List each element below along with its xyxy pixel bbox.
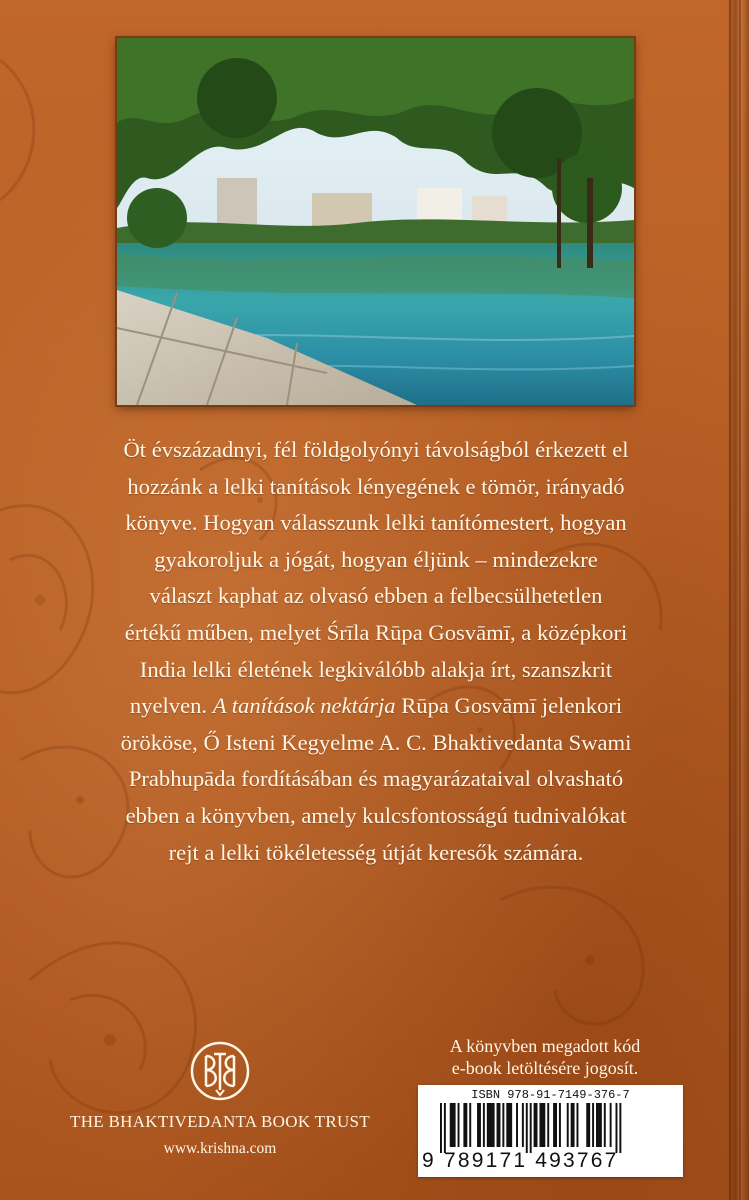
blurb-text: nyelven. xyxy=(129,693,208,719)
barcode-bar xyxy=(530,1103,532,1153)
ean-left-digits: 789171 xyxy=(443,1149,528,1172)
ebook-note-line: e-book letöltésére jogosít. xyxy=(451,1058,639,1078)
spine-stitch-line xyxy=(739,0,741,1200)
barcode-bar xyxy=(487,1103,495,1147)
blurb-line: India lelki életének legkiválóbb alakja írt, szanszkrit xyxy=(139,656,613,682)
barcode-bar xyxy=(506,1103,512,1147)
ean-lead-digit: 9 xyxy=(422,1149,436,1172)
barcode-bar xyxy=(440,1103,442,1153)
blurb-line: értékű műben, melyet Śrīla Rūpa Gosvāmī, a középkori xyxy=(124,619,628,645)
barcode-bar xyxy=(610,1103,612,1147)
barcode-bar xyxy=(483,1103,485,1147)
barcode-bar xyxy=(577,1103,579,1147)
barcode-bar xyxy=(458,1103,460,1147)
barcode-bar xyxy=(450,1103,456,1147)
barcode-bar xyxy=(547,1103,549,1147)
barcode-bar xyxy=(539,1103,545,1147)
ean-right-digits: 493767 xyxy=(535,1149,619,1172)
blurb-line: Öt évszázadnyi, fél földgolyónyi távolságból érkezett el xyxy=(123,437,629,462)
barcode-bar xyxy=(477,1103,481,1147)
barcode-bar xyxy=(567,1103,569,1147)
isbn-label: ISBN 978-91-7149-376-7 xyxy=(471,1088,630,1102)
barcode-bar xyxy=(596,1103,602,1147)
ebook-note xyxy=(425,1035,665,1079)
barcode-bar xyxy=(444,1103,446,1153)
spine-stitch-line xyxy=(729,0,731,1200)
blurb-line: Prabhupāda fordításában és magyarázataival olvasható xyxy=(128,766,624,792)
barcode-bar xyxy=(616,1103,618,1153)
ean-digits xyxy=(422,1149,680,1173)
blurb-line: örököse, Ő Isteni Kegyelme A. C. Bhaktivedanta Swami xyxy=(120,729,632,755)
blurb-line: ebben a könyvben, amely kulcsfontosságú tudnivalókat xyxy=(125,802,627,828)
barcode-bar xyxy=(534,1103,538,1147)
barcode-bar xyxy=(559,1103,561,1147)
publisher-website: www.krishna.com xyxy=(163,1140,277,1157)
publisher-block xyxy=(70,1040,370,1158)
barcode-bar xyxy=(586,1103,590,1147)
barcode-bar xyxy=(463,1103,467,1147)
blurb-line: választ kaphat az olvasó ebben a felbecsülhetetlen xyxy=(149,583,603,609)
blurb-line-with-title xyxy=(88,688,664,725)
btb-monogram-icon xyxy=(189,1040,251,1102)
ebook-note-line: A könyvben megadott kód xyxy=(449,1036,641,1056)
barcode-bar xyxy=(604,1103,606,1147)
barcode-bar xyxy=(553,1103,557,1147)
barcode-bar xyxy=(522,1103,524,1147)
barcode-bar xyxy=(502,1103,504,1147)
blurb-line: könyve. Hogyan válasszunk lelki tanítómestert, hogyan xyxy=(125,510,627,536)
blurb-line: gyakoroljuk a jógát, hogyan éljünk – mindezekre xyxy=(154,546,598,572)
barcode-bar xyxy=(592,1103,594,1147)
blurb-line: rejt a lelki tökéletesség útját keresők számára. xyxy=(168,839,584,865)
barcode-bar xyxy=(571,1103,575,1147)
cover-photo-lake xyxy=(117,38,634,405)
barcode-bar xyxy=(497,1103,501,1147)
barcode-bar xyxy=(526,1103,528,1153)
book-title-italic: A tanítások nektárja xyxy=(212,693,396,719)
publisher-name: THE BHAKTIVEDANTA BOOK TRUST xyxy=(70,1112,370,1131)
back-cover-blurb xyxy=(88,432,664,871)
blurb-text: Rūpa Gosvāmī jelenkori xyxy=(401,693,623,719)
barcode-bar xyxy=(469,1103,471,1147)
blurb-line: hozzánk a lelki tanítások lényegének e tömör, irányadó xyxy=(127,473,625,499)
barcode-bar xyxy=(516,1103,518,1147)
barcode-bar xyxy=(619,1103,621,1153)
isbn-barcode xyxy=(418,1085,683,1177)
